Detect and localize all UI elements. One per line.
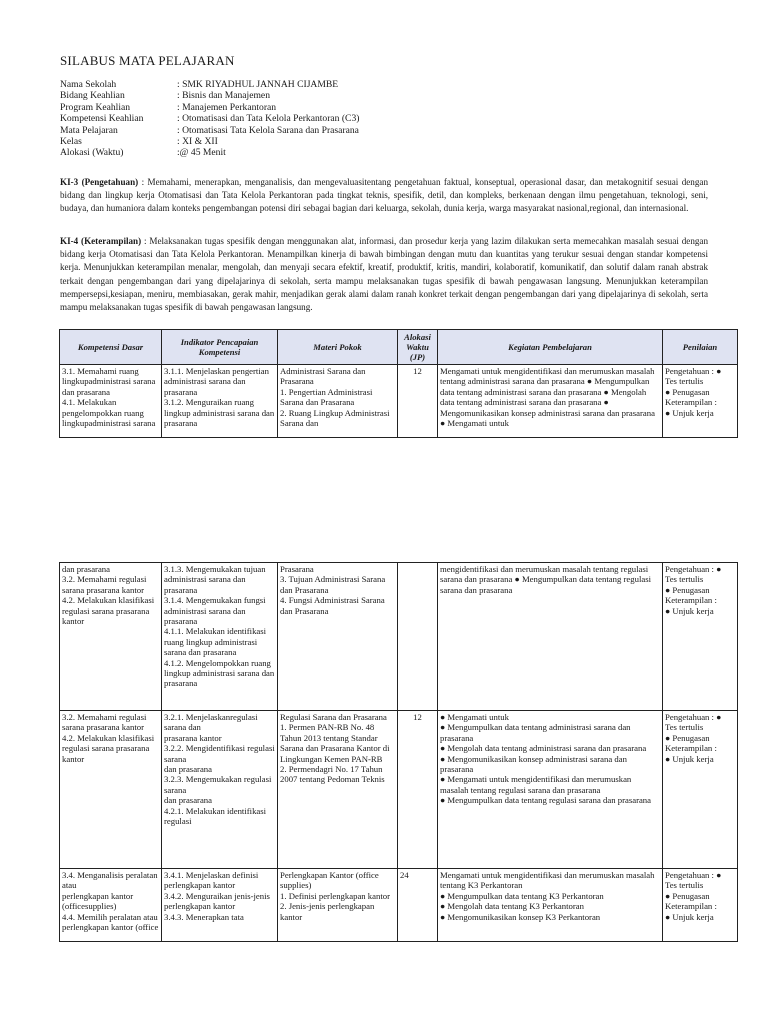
row3-ipk: 3.2.1. Menjelaskanregulasi sarana dan prasarana kantor 3.2.2. Mengidentifikasi regulasi sarana dan prasarana 3.2.3. Mengemukakan regulasi sarana dan prasarana 4.2.1. Melakukan identifikasi regulasi: [164, 712, 275, 827]
ki4-label: KI-4 (Keterampilan): [60, 236, 142, 246]
info-value: : Bisnis dan Manajemen: [177, 90, 270, 102]
info-value: : Otomatisasi dan Tata Kelola Perkantoran (C3): [177, 113, 360, 125]
document-title: SILABUS MATA PELAJARAN: [60, 53, 235, 68]
row3-kd: 3.2. Memahami regulasi sarana prasarana kantor 4.2. Melakukan klasifikasi regulasi sarana prasarana kantor: [62, 712, 155, 764]
row2-penilaian: Pengetahuan : ● Tes tertulis ● Penugasan Keterampilan : ● Unjuk kerja: [665, 564, 722, 616]
info-row: [60, 136, 359, 147]
row4-ipk: 3.4.1. Menjelaskan definisi perlengkapan kantor 3.4.2. Menguraikan jenis-jenis perlengkapan kantor 3.4.3. Menerapkan tata: [164, 870, 270, 922]
ki4-paragraph: [60, 235, 708, 314]
row4-waktu: 24: [400, 870, 409, 880]
header-indikator: Indikator Pencapaian Kompetensi: [162, 330, 278, 365]
info-value: : XI & XII: [177, 136, 218, 148]
info-value: : SMK RIYADHUL JANNAH CIJAMBE: [177, 79, 339, 90]
info-label: Nama Sekolah: [60, 79, 117, 90]
row2-kegiatan: mengidentifikasi dan merumuskan masalah tentang regulasi sarana dan prasarana ● Mengumpulkan data tentang regulasi sarana dan prasarana: [440, 564, 652, 595]
info-row: [60, 102, 359, 113]
row1-materi: Administrasi Sarana dan Prasarana 1. Pengertian Administrasi Sarana dan Prasarana 2. Ruang Lingkup Administrasi Sarana dan: [280, 366, 390, 429]
header-penilaian: Penilaian: [663, 330, 738, 365]
row1-kegiatan: Mengamati untuk mengidentifikasi dan merumuskan masalah tentang administrasi sarana dan prasarana ● Mengumpulkan data tentang administrasi sarana dan prasarana ● Mengolah data tentang administrasi sarana dan prasarana ● Mengomunikasikan konsep administrasi sarana dan prasarana ● Mengamati untuk: [440, 366, 655, 429]
info-label: Kelas: [60, 136, 82, 148]
school-info: [60, 79, 359, 159]
ki3-paragraph: [60, 176, 708, 216]
info-label: Alokasi (Waktu): [60, 147, 124, 159]
info-value: : Otomatisasi Tata Kelola Sarana dan Prasarana: [177, 124, 359, 136]
info-value: : Manajemen Perkantoran: [177, 101, 277, 113]
info-row: [60, 90, 359, 101]
syllabus-table-page1: [59, 329, 738, 438]
row1-waktu: 12: [413, 366, 422, 376]
row2-materi: Prasarana 3. Tujuan Administrasi Sarana dan Prasarana 4. Fungsi Administrasi Sarana dan Prasarana: [280, 564, 386, 616]
row4-penilaian: Pengetahuan : ● Tes tertulis ● Penugasan Keterampilan : ● Unjuk kerja: [665, 870, 722, 922]
info-label: Kompetensi Keahlian: [60, 113, 144, 125]
header-kegiatan: Kegiatan Pembelajaran: [438, 330, 663, 365]
info-label: Program Keahlian: [60, 101, 131, 113]
row3-penilaian: Pengetahuan : ● Tes tertulis ● Penugasan Keterampilan : ● Unjuk kerja: [665, 712, 722, 764]
row3-waktu: 12: [413, 712, 422, 722]
row2-kd: dan prasarana 3.2. Memahami regulasi sarana prasarana kantor 4.2. Melakukan klasifikasi regulasi sarana prasarana kantor: [62, 564, 155, 627]
row1-kd: 3.1. Memahami ruang lingkupadministrasi sarana dan prasarana 4.1. Melakukan pengelompokkan ruang lingkupadministrasi sarana: [62, 366, 156, 429]
ki4-text: : Melaksanakan tugas spesifik dengan menggunakan alat, informasi, dan prosedur kerja yang lazim dilakukan serta memecahkan masalah sesuai dengan bidang kerja Otomatisasi dan Tata Kelola Perkantoran. Menampilkan kinerja di bawah bimbingan dengan mutu dan kuantitas yang terukur sesuai dengan standar kompetensi kerja. Menunjukkan keterampilan menalar, mengolah, dan menyaji secara efektif, kreatif, produktif, kritis, mandiri, kolaboratif, komunikatif, dan solutif dalam ranah abstrak terkait dengan pengembangan dari yang dipelajarinya di sekolah, serta mampu melaksanakan tugas spesifik di bawah pengawasan langsung. Menunjukkan keterampilan mempersepsi,kesiapan, meniru, membiasakan, gerak mahir, menjadikan gerak alami dalam ranah konkret terkait dengan pengembangan dari yang dipelajarinya di sekolah, serta mampu melaksanakan tugas spesifik di bawah pengawasan langsung.: [60, 236, 708, 313]
header-alokasi-waktu: Alokasi Waktu (JP): [398, 330, 438, 365]
syllabus-table-page2: [59, 562, 738, 942]
info-row: [60, 125, 359, 136]
row2-ipk: 3.1.3. Mengemukakan tujuan administrasi sarana dan prasarana 3.1.4. Mengemukakan fungsi administrasi sarana dan prasarana 4.1.1. Melakukan identifikasi ruang lingkup administrasi sarana dan prasarana 4.1.2. Mengelompokkan ruang lingkup administrasi sarana dan prasarana: [164, 564, 275, 689]
row1-ipk: 3.1.1. Menjelaskan pengertian administrasi sarana dan prasarana 3.1.2. Menguraikan ruang lingkup administrasi sarana dan prasarana: [164, 366, 275, 429]
header-materi-pokok: Materi Pokok: [278, 330, 398, 365]
ki3-text: : Memahami, menerapkan, menganalisis, dan mengevaluasitentang pengetahuan faktual, konseptual, operasional dasar, dan metakognitif sesuai dengan bidang dan lingkup kerja Otomatisasi dan Tata Kelola Perkantoran pada tingkat teknis, spesifik, detil, dan kompleks, berkenaan dengan ilmu pengetahuan, teknologi, seni, budaya, dan humaniora dalam konteks pengembangan potensi diri sebagai bagian dari keluarga, sekolah, dunia kerja, warga masyarakat nasional,regional, dan internasional.: [60, 177, 708, 214]
info-row: [60, 147, 359, 158]
header-kompetensi-dasar: Kompetensi Dasar: [60, 330, 162, 365]
row4-kegiatan: Mengamati untuk mengidentifikasi dan merumuskan masalah tentang K3 Perkantoran ● Mengumpulkan data tentang K3 Perkantoran ● Mengolah data tentang K3 Perkantoran ● Mengomunikasikan konsep K3 Perkantoran: [440, 870, 655, 922]
ki3-label: KI-3 (Pengetahuan): [60, 177, 139, 187]
row4-kd: 3.4. Menganalisis peralatan atau perlengkapan kantor (officesupplies) 4.4. Memilih peralatan atau perlengkapan kantor (office: [62, 870, 159, 933]
row3-kegiatan: ● Mengamati untuk ● Mengumpulkan data tentang administrasi sarana dan prasarana ● Mengolah data tentang administrasi sarana dan prasarana ● Mengomunikasikan konsep administrasi sarana dan prasarana ● Mengamati untuk mengidentifikasi dan merumuskan masalah tentang regulasi sarana dan prasarana ● Mengumpulkan data tentang regulasi sarana dan prasarana: [440, 712, 652, 806]
row3-materi: Regulasi Sarana dan Prasarana 1. Permen PAN-RB No. 48 Tahun 2013 tentang Standar Sarana dan Prasarana Kantor di Lingkungan Kemen PAN-RB 2. Permendagri No. 17 Tahun 2007 tentang Pedoman Teknis: [280, 712, 390, 785]
row1-penilaian: Pengetahuan : ● Tes tertulis ● Penugasan Keterampilan : ● Unjuk kerja: [665, 366, 722, 418]
page-two: [0, 555, 768, 1024]
info-row: [60, 79, 359, 90]
row4-materi: Perlengkapan Kantor (office supplies) 1. Definisi perlengkapan kantor 2. Jenis-jenis perlengkapan kantor: [280, 870, 391, 922]
info-label: Bidang Keahlian: [60, 90, 125, 102]
info-label: Mata Pelajaran: [60, 124, 118, 136]
info-value: :@ 45 Menit: [177, 147, 226, 159]
info-row: [60, 113, 359, 124]
